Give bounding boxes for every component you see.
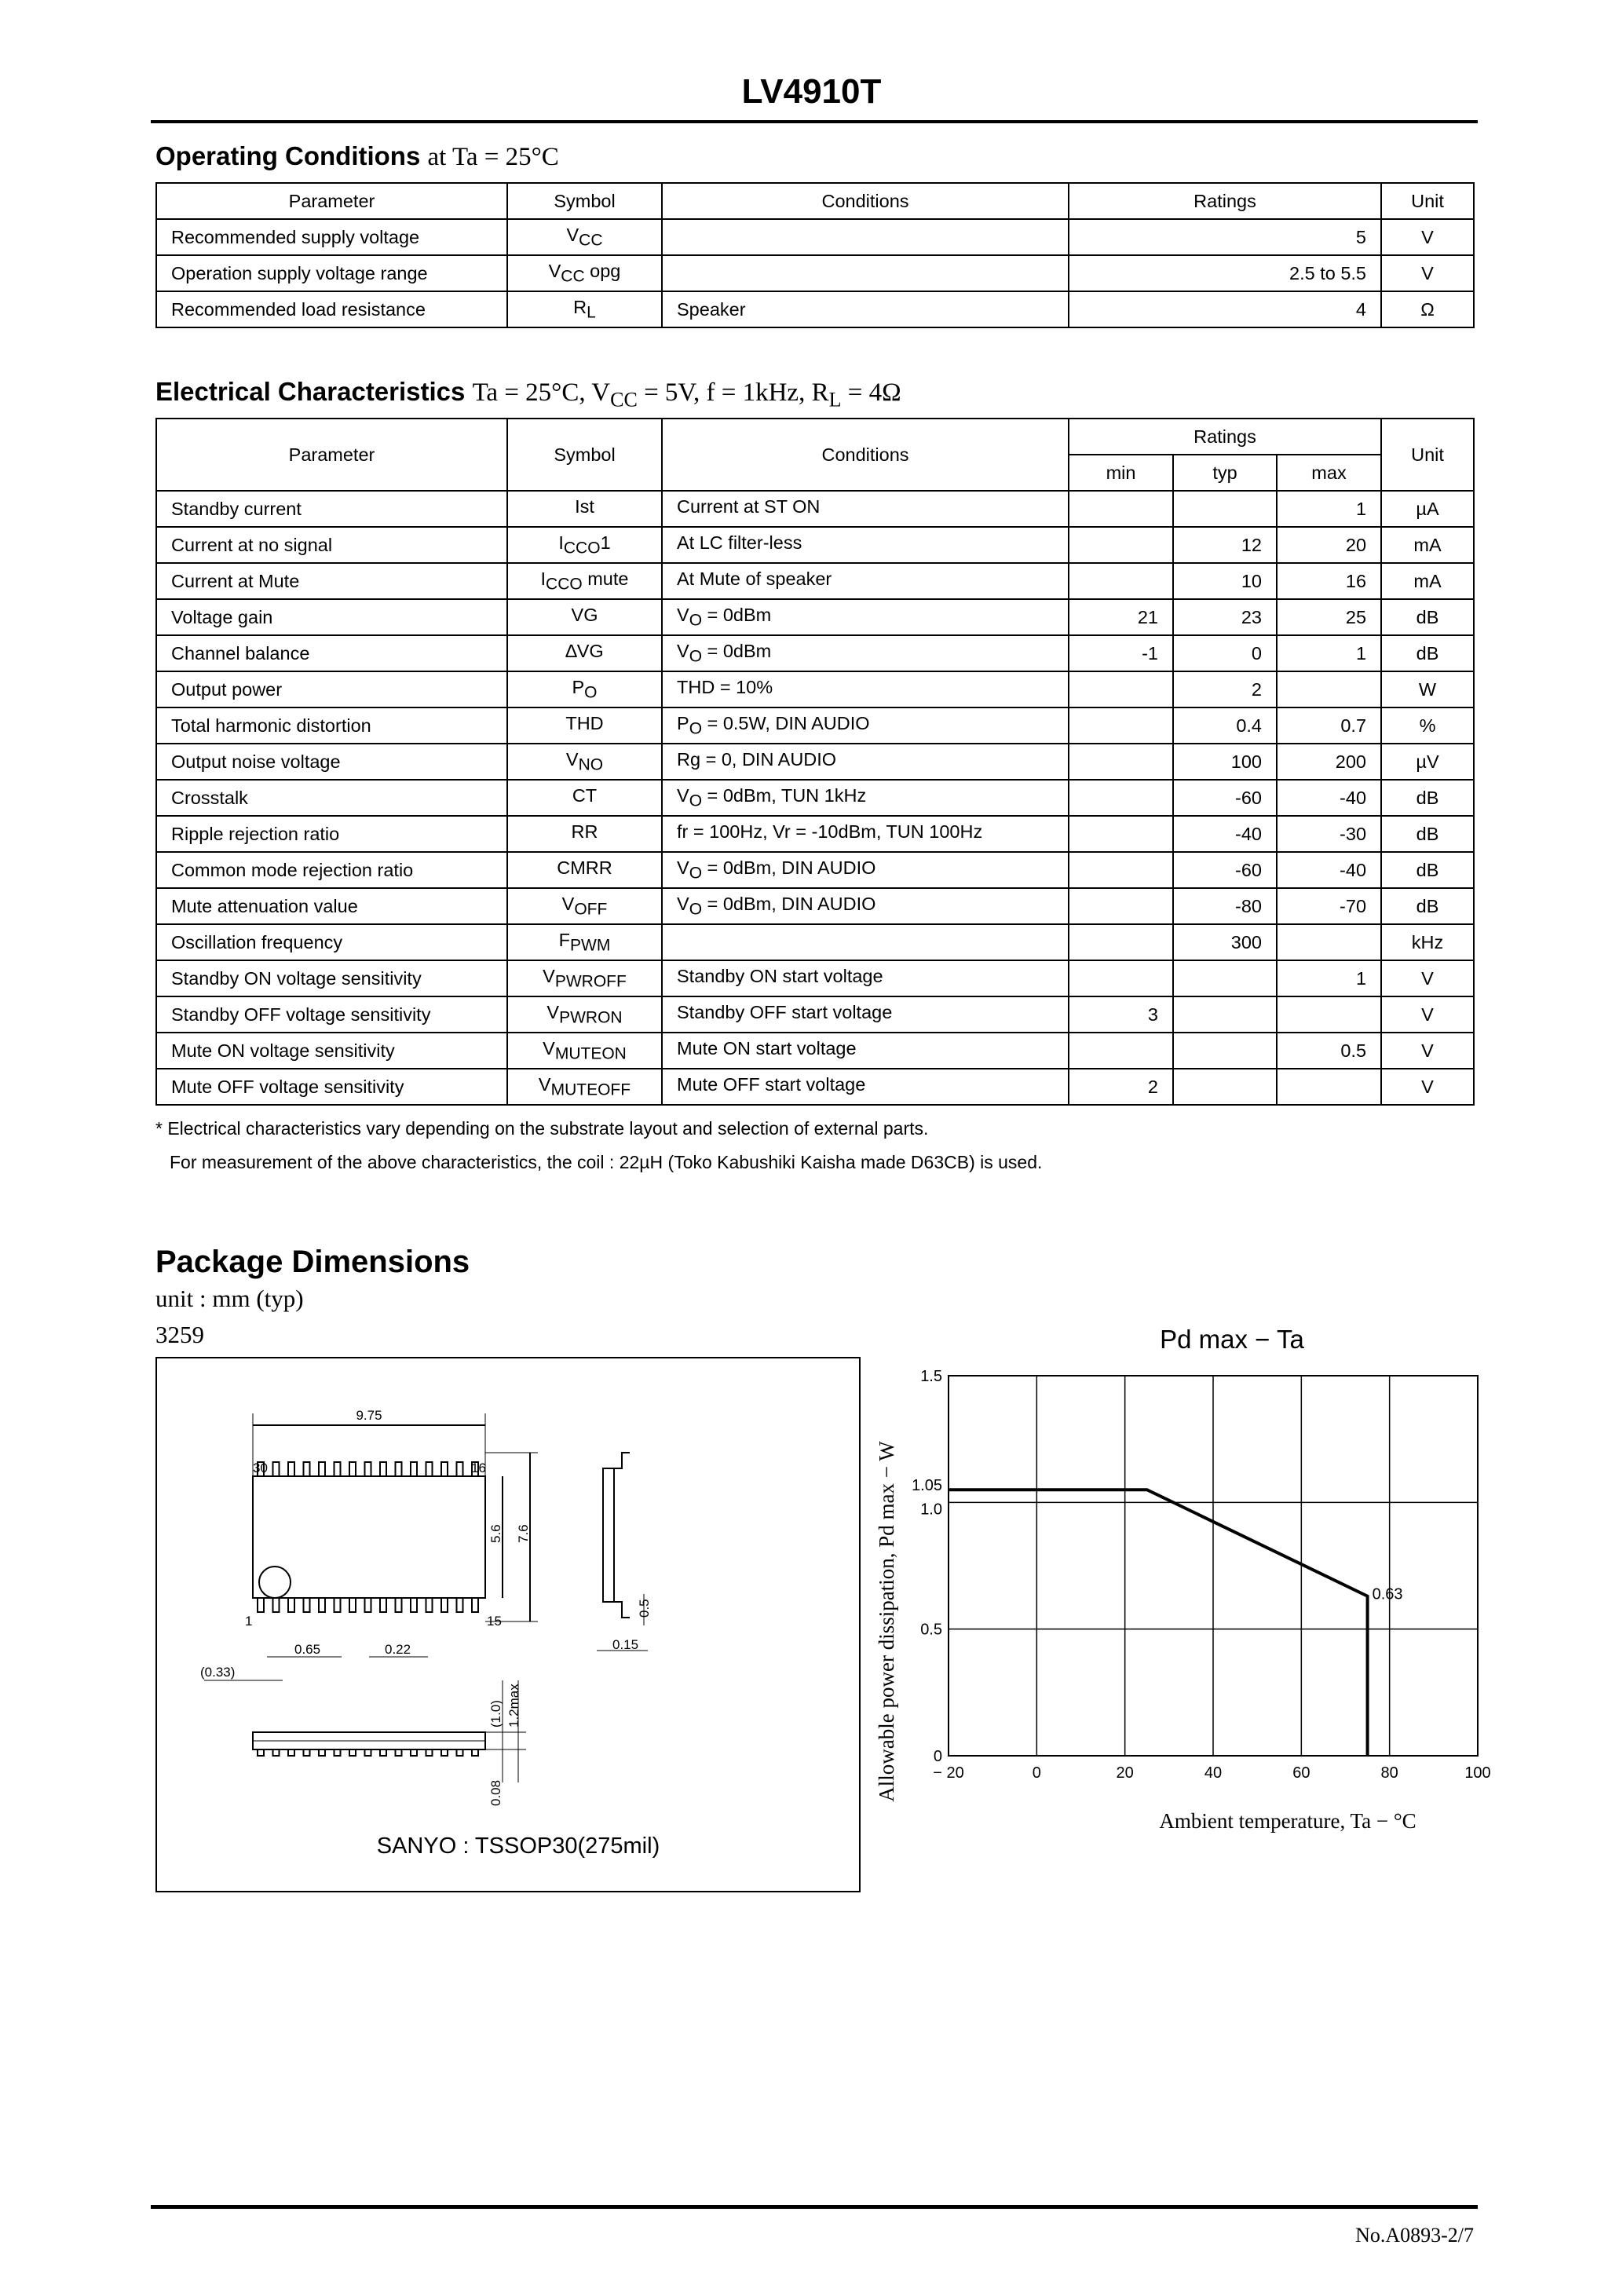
symbol-cell: $V_{MUTEOFF}$ bbox=[507, 1069, 662, 1105]
min-cell bbox=[1069, 527, 1173, 563]
min-cell: -1 bbox=[1069, 635, 1173, 671]
electrical-characteristics-cond: Ta = 25°C, $V_{CC} = 5V$, f = 1kHz, $R_L = 4\Omega$ bbox=[472, 378, 901, 411]
max-cell: 20 bbox=[1277, 527, 1381, 563]
conditions-cell: fr = 100Hz, Vr = -10dBm, TUN 100Hz bbox=[662, 816, 1069, 852]
dim-width: 9.75 bbox=[356, 1408, 382, 1423]
package-pin bbox=[349, 1749, 356, 1756]
unit-cell: Ω bbox=[1381, 291, 1474, 327]
package-pin bbox=[319, 1749, 325, 1756]
footer-rule bbox=[151, 2205, 1478, 2209]
conditions-cell: $V_O = 0dBm$, DIN AUDIO bbox=[662, 852, 1069, 888]
table-row bbox=[156, 255, 1474, 291]
header-cell: Symbol bbox=[507, 419, 662, 491]
chart-annotation: 0.63 bbox=[1372, 1585, 1403, 1603]
header-cell: Conditions bbox=[662, 183, 1069, 219]
electrical-characteristics-title: Electrical Characteristics bbox=[155, 377, 466, 406]
table-row bbox=[156, 219, 1474, 255]
package-pin bbox=[349, 1462, 356, 1476]
parameter-cell: Current at no signal bbox=[156, 527, 507, 563]
footnote-1: * Electrical characteristics vary depending on the substrate layout and selection of external parts. bbox=[155, 1118, 929, 1139]
symbol-cell: CMRR bbox=[507, 852, 662, 888]
symbol-cell: $I_{CCO}$ mute bbox=[507, 563, 662, 599]
table-row bbox=[156, 1033, 1474, 1069]
min-cell: 21 bbox=[1069, 599, 1173, 635]
package-pin bbox=[457, 1462, 463, 1476]
symbol-cell: $R_L$ bbox=[507, 291, 662, 327]
package-pin bbox=[426, 1749, 433, 1756]
typ-cell: 100 bbox=[1173, 744, 1277, 780]
package-pin bbox=[334, 1749, 341, 1756]
header-cell: max bbox=[1277, 455, 1381, 491]
min-cell: 2 bbox=[1069, 1069, 1173, 1105]
parameter-cell: Voltage gain bbox=[156, 599, 507, 635]
parameter-cell: Standby current bbox=[156, 491, 507, 527]
pd-max-series-line bbox=[949, 1490, 1368, 1756]
chart-x-tick-label: 100 bbox=[1464, 1764, 1491, 1782]
typ-cell: 300 bbox=[1173, 924, 1277, 960]
package-pin bbox=[288, 1462, 294, 1476]
table-row bbox=[156, 924, 1474, 960]
unit-cell: V bbox=[1381, 219, 1474, 255]
chart-title: Pd max − Ta bbox=[1160, 1325, 1304, 1354]
table-row bbox=[156, 599, 1474, 635]
header-cell: Ratings bbox=[1069, 183, 1381, 219]
chart-x-tick-label: 60 bbox=[1292, 1764, 1310, 1782]
symbol-cell: $F_{PWM}$ bbox=[507, 924, 662, 960]
min-cell bbox=[1069, 1033, 1173, 1069]
package-pin bbox=[288, 1598, 294, 1612]
package-pin bbox=[304, 1462, 310, 1476]
typ-cell: 10 bbox=[1173, 563, 1277, 599]
chart-y-tick-label: 0.5 bbox=[920, 1621, 942, 1639]
conditions-cell: THD = 10% bbox=[662, 671, 1069, 707]
package-side-view bbox=[603, 1468, 614, 1602]
pin-label-1: 1 bbox=[245, 1614, 253, 1629]
electrical-characteristics-heading bbox=[155, 377, 901, 412]
package-dimensions-title: Package Dimensions bbox=[155, 1245, 470, 1279]
rating-cell: 2.5 to 5.5 bbox=[1069, 255, 1381, 291]
table-row bbox=[156, 635, 1474, 671]
typ-cell: 0 bbox=[1173, 635, 1277, 671]
symbol-cell: $V_{CC}$ bbox=[507, 219, 662, 255]
unit-cell: µV bbox=[1381, 744, 1474, 780]
symbol-cell: $V_{NO}$ bbox=[507, 744, 662, 780]
min-cell bbox=[1069, 707, 1173, 744]
symbol-cell: $V_{CC}$ opg bbox=[507, 255, 662, 291]
dim-pitch: 0.65 bbox=[294, 1642, 321, 1657]
package-code: 3259 bbox=[155, 1321, 204, 1348]
package-pin bbox=[396, 1462, 402, 1476]
unit-cell: dB bbox=[1381, 635, 1474, 671]
table-row bbox=[156, 1069, 1474, 1105]
header-cell: Unit bbox=[1381, 419, 1474, 491]
unit-cell: dB bbox=[1381, 780, 1474, 816]
header-cell: typ bbox=[1173, 455, 1277, 491]
table-row bbox=[156, 744, 1474, 780]
table-row bbox=[156, 996, 1474, 1033]
parameter-cell: Standby OFF voltage sensitivity bbox=[156, 996, 507, 1033]
min-cell bbox=[1069, 852, 1173, 888]
conditions-cell: Standby OFF start voltage bbox=[662, 996, 1069, 1033]
parameter-cell: Operation supply voltage range bbox=[156, 255, 507, 291]
min-cell bbox=[1069, 563, 1173, 599]
package-drawing bbox=[157, 1358, 859, 1891]
dim-lead-thickness: 0.15 bbox=[612, 1637, 639, 1652]
table-row bbox=[156, 852, 1474, 888]
electrical-characteristics-table bbox=[155, 418, 1475, 1106]
package-pin bbox=[441, 1462, 448, 1476]
max-cell: -70 bbox=[1277, 888, 1381, 924]
header-cell: Ratings bbox=[1069, 419, 1381, 455]
symbol-cell: $P_O$ bbox=[507, 671, 662, 707]
min-cell bbox=[1069, 960, 1173, 996]
package-pin bbox=[411, 1462, 417, 1476]
package-unit: unit : mm (typ) bbox=[155, 1285, 304, 1312]
dim-lead-width: 0.22 bbox=[385, 1642, 411, 1657]
max-cell: 0.5 bbox=[1277, 1033, 1381, 1069]
package-body-top-view bbox=[253, 1476, 485, 1598]
header-cell: Parameter bbox=[156, 419, 507, 491]
conditions-cell: Current at ST ON bbox=[662, 491, 1069, 527]
dim-total-height: 7.6 bbox=[516, 1524, 531, 1543]
parameter-cell: Ripple rejection ratio bbox=[156, 816, 507, 852]
min-cell bbox=[1069, 888, 1173, 924]
package-pin bbox=[396, 1598, 402, 1612]
symbol-cell: RR bbox=[507, 816, 662, 852]
package-pin bbox=[273, 1462, 280, 1476]
conditions-cell bbox=[662, 255, 1069, 291]
unit-cell: V bbox=[1381, 1033, 1474, 1069]
package-pin bbox=[426, 1598, 433, 1612]
table-row bbox=[156, 563, 1474, 599]
symbol-cell: VG bbox=[507, 599, 662, 635]
conditions-cell: $V_O = 0dBm$, DIN AUDIO bbox=[662, 888, 1069, 924]
typ-cell: -60 bbox=[1173, 780, 1277, 816]
typ-cell: -40 bbox=[1173, 816, 1277, 852]
parameter-cell: Common mode rejection ratio bbox=[156, 852, 507, 888]
package-pin bbox=[472, 1749, 478, 1756]
chart-x-tick-label: 20 bbox=[1116, 1764, 1134, 1782]
dim-lead-length: 0.5 bbox=[637, 1599, 652, 1618]
operating-conditions-cond: at Ta = 25°C bbox=[427, 143, 559, 171]
max-cell: -30 bbox=[1277, 816, 1381, 852]
operating-conditions-title: Operating Conditions bbox=[155, 141, 421, 170]
document-number: No.A0893-2/7 bbox=[1355, 2224, 1474, 2247]
max-cell: 200 bbox=[1277, 744, 1381, 780]
package-drawing-frame bbox=[155, 1357, 861, 1892]
package-pin bbox=[334, 1598, 341, 1612]
package-pin bbox=[411, 1749, 417, 1756]
chart-y-tick-label: 0 bbox=[933, 1748, 942, 1765]
pin1-mark bbox=[259, 1567, 291, 1598]
rating-cell: 5 bbox=[1069, 219, 1381, 255]
package-pin bbox=[273, 1598, 280, 1612]
unit-cell: V bbox=[1381, 255, 1474, 291]
header-cell: Unit bbox=[1381, 183, 1474, 219]
package-pin bbox=[472, 1598, 478, 1612]
unit-cell: mA bbox=[1381, 563, 1474, 599]
max-cell: 16 bbox=[1277, 563, 1381, 599]
parameter-cell: Mute OFF voltage sensitivity bbox=[156, 1069, 507, 1105]
typ-cell: -60 bbox=[1173, 852, 1277, 888]
operating-conditions-table bbox=[155, 182, 1475, 328]
chart-x-axis-label: Ambient temperature, Ta − °C bbox=[1159, 1809, 1416, 1833]
conditions-cell: Mute OFF start voltage bbox=[662, 1069, 1069, 1105]
dim-standoff: 0.08 bbox=[488, 1779, 503, 1806]
max-cell: 0.7 bbox=[1277, 707, 1381, 744]
chart-y-tick-label: 1.5 bbox=[920, 1368, 942, 1385]
package-pin bbox=[411, 1598, 417, 1612]
symbol-cell: THD bbox=[507, 707, 662, 744]
unit-cell: % bbox=[1381, 707, 1474, 744]
min-cell bbox=[1069, 780, 1173, 816]
dim-body-thickness: (1.0) bbox=[488, 1700, 503, 1727]
parameter-cell: Mute ON voltage sensitivity bbox=[156, 1033, 507, 1069]
conditions-cell: $V_O = 0dBm$, TUN 1kHz bbox=[662, 780, 1069, 816]
package-pin bbox=[365, 1462, 371, 1476]
table-row bbox=[156, 780, 1474, 816]
package-pin bbox=[426, 1462, 433, 1476]
max-cell bbox=[1277, 996, 1381, 1033]
max-cell: -40 bbox=[1277, 852, 1381, 888]
conditions-cell: $P_O = 0.5W$, DIN AUDIO bbox=[662, 707, 1069, 744]
typ-cell bbox=[1173, 1069, 1277, 1105]
package-pin bbox=[380, 1462, 386, 1476]
parameter-cell: Oscillation frequency bbox=[156, 924, 507, 960]
dim-edge: (0.33) bbox=[200, 1665, 236, 1680]
max-cell bbox=[1277, 1069, 1381, 1105]
conditions-cell: Rg = 0, DIN AUDIO bbox=[662, 744, 1069, 780]
max-cell: 1 bbox=[1277, 635, 1381, 671]
unit-cell: dB bbox=[1381, 888, 1474, 924]
package-pin bbox=[288, 1749, 294, 1756]
min-cell bbox=[1069, 924, 1173, 960]
symbol-cell: $I_{CCO}1$ bbox=[507, 527, 662, 563]
unit-cell: mA bbox=[1381, 527, 1474, 563]
conditions-cell: $V_O = 0dBm$ bbox=[662, 635, 1069, 671]
table-row bbox=[156, 888, 1474, 924]
package-pin bbox=[273, 1749, 280, 1756]
pin-label-16: 16 bbox=[471, 1461, 486, 1475]
conditions-cell: Mute ON start voltage bbox=[662, 1033, 1069, 1069]
symbol-cell: ∆VG bbox=[507, 635, 662, 671]
rating-cell: 4 bbox=[1069, 291, 1381, 327]
package-pin bbox=[365, 1598, 371, 1612]
chart-x-tick-label: 0 bbox=[1032, 1764, 1041, 1782]
package-pin bbox=[334, 1462, 341, 1476]
parameter-cell: Output power bbox=[156, 671, 507, 707]
package-pin bbox=[319, 1598, 325, 1612]
conditions-cell: Speaker bbox=[662, 291, 1069, 327]
parameter-cell: Standby ON voltage sensitivity bbox=[156, 960, 507, 996]
min-cell bbox=[1069, 671, 1173, 707]
min-cell bbox=[1069, 816, 1173, 852]
package-pin bbox=[441, 1598, 448, 1612]
table-row bbox=[156, 671, 1474, 707]
unit-cell: dB bbox=[1381, 599, 1474, 635]
package-pin bbox=[365, 1749, 371, 1756]
chart-y-axis-label: Allowable power dissipation, Pd max − W bbox=[875, 1441, 898, 1802]
max-cell: 1 bbox=[1277, 960, 1381, 996]
min-cell: 3 bbox=[1069, 996, 1173, 1033]
package-pin bbox=[304, 1749, 310, 1756]
footnote-2: For measurement of the above characteristics, the coil : 22µH (Toko Kabushiki Kaisha made D63CB) is used. bbox=[170, 1152, 1043, 1172]
typ-cell: 23 bbox=[1173, 599, 1277, 635]
typ-cell: -80 bbox=[1173, 888, 1277, 924]
unit-cell: kHz bbox=[1381, 924, 1474, 960]
package-pin bbox=[380, 1749, 386, 1756]
pin-label-30: 30 bbox=[253, 1461, 268, 1475]
max-cell: 1 bbox=[1277, 491, 1381, 527]
unit-cell: dB bbox=[1381, 816, 1474, 852]
parameter-cell: Current at Mute bbox=[156, 563, 507, 599]
parameter-cell: Channel balance bbox=[156, 635, 507, 671]
table-row bbox=[156, 707, 1474, 744]
package-pin bbox=[349, 1598, 356, 1612]
table-row bbox=[156, 960, 1474, 996]
table-row bbox=[156, 291, 1474, 327]
min-cell bbox=[1069, 491, 1173, 527]
typ-cell bbox=[1173, 1033, 1277, 1069]
conditions-cell bbox=[662, 924, 1069, 960]
typ-cell bbox=[1173, 491, 1277, 527]
max-cell: -40 bbox=[1277, 780, 1381, 816]
parameter-cell: Total harmonic distortion bbox=[156, 707, 507, 744]
max-cell bbox=[1277, 924, 1381, 960]
header-cell: Symbol bbox=[507, 183, 662, 219]
symbol-cell: CT bbox=[507, 780, 662, 816]
typ-cell: 12 bbox=[1173, 527, 1277, 563]
parameter-cell: Recommended load resistance bbox=[156, 291, 507, 327]
conditions-cell: $V_O = 0dBm$ bbox=[662, 599, 1069, 635]
package-caption: SANYO : TSSOP30(275mil) bbox=[376, 1834, 660, 1859]
package-pin bbox=[457, 1749, 463, 1756]
symbol-cell: $V_{PWROFF}$ bbox=[507, 960, 662, 996]
dim-body-height: 5.6 bbox=[488, 1524, 503, 1543]
header-cell: min bbox=[1069, 455, 1173, 491]
symbol-cell: Ist bbox=[507, 491, 662, 527]
parameter-cell: Output noise voltage bbox=[156, 744, 507, 780]
symbol-cell: $V_{OFF}$ bbox=[507, 888, 662, 924]
unit-cell: µA bbox=[1381, 491, 1474, 527]
unit-cell: V bbox=[1381, 1069, 1474, 1105]
chart-x-tick-label: 80 bbox=[1380, 1764, 1398, 1782]
conditions-cell: Standby ON start voltage bbox=[662, 960, 1069, 996]
package-pin bbox=[319, 1462, 325, 1476]
package-pin bbox=[304, 1598, 310, 1612]
typ-cell: 2 bbox=[1173, 671, 1277, 707]
symbol-cell: $V_{PWRON}$ bbox=[507, 996, 662, 1033]
parameter-cell: Crosstalk bbox=[156, 780, 507, 816]
package-pin bbox=[258, 1598, 264, 1612]
unit-cell: V bbox=[1381, 996, 1474, 1033]
max-cell: 25 bbox=[1277, 599, 1381, 635]
typ-cell: 0.4 bbox=[1173, 707, 1277, 744]
chart-x-tick-label: − 20 bbox=[933, 1764, 964, 1782]
document-title: LV4910T bbox=[741, 72, 882, 111]
chart-y-tick-label: 1.05 bbox=[912, 1477, 942, 1495]
table-header-row bbox=[156, 419, 1474, 455]
package-pin bbox=[457, 1598, 463, 1612]
dim-max-height: 1.2max bbox=[506, 1684, 521, 1727]
parameter-cell: Mute attenuation value bbox=[156, 888, 507, 924]
table-row bbox=[156, 527, 1474, 563]
conditions-cell bbox=[662, 219, 1069, 255]
package-pin bbox=[396, 1749, 402, 1756]
typ-cell bbox=[1173, 960, 1277, 996]
header-cell: Conditions bbox=[662, 419, 1069, 491]
package-pin bbox=[380, 1598, 386, 1612]
package-pin bbox=[441, 1749, 448, 1756]
max-cell bbox=[1277, 671, 1381, 707]
package-pin bbox=[258, 1749, 264, 1756]
unit-cell: dB bbox=[1381, 852, 1474, 888]
header-cell: Parameter bbox=[156, 183, 507, 219]
table-header-row bbox=[156, 183, 1474, 219]
table-row bbox=[156, 491, 1474, 527]
pd-ta-chart bbox=[864, 1311, 1492, 1861]
conditions-cell: At LC filter-less bbox=[662, 527, 1069, 563]
header-rule bbox=[151, 120, 1478, 123]
symbol-cell: $V_{MUTEON}$ bbox=[507, 1033, 662, 1069]
chart-x-tick-label: 40 bbox=[1204, 1764, 1223, 1782]
parameter-cell: Recommended supply voltage bbox=[156, 219, 507, 255]
min-cell bbox=[1069, 744, 1173, 780]
pin-label-15: 15 bbox=[487, 1614, 502, 1629]
chart-y-tick-label: 1.0 bbox=[920, 1501, 942, 1519]
table-row bbox=[156, 816, 1474, 852]
operating-conditions-heading bbox=[155, 141, 559, 172]
typ-cell bbox=[1173, 996, 1277, 1033]
unit-cell: V bbox=[1381, 960, 1474, 996]
unit-cell: W bbox=[1381, 671, 1474, 707]
conditions-cell: At Mute of speaker bbox=[662, 563, 1069, 599]
